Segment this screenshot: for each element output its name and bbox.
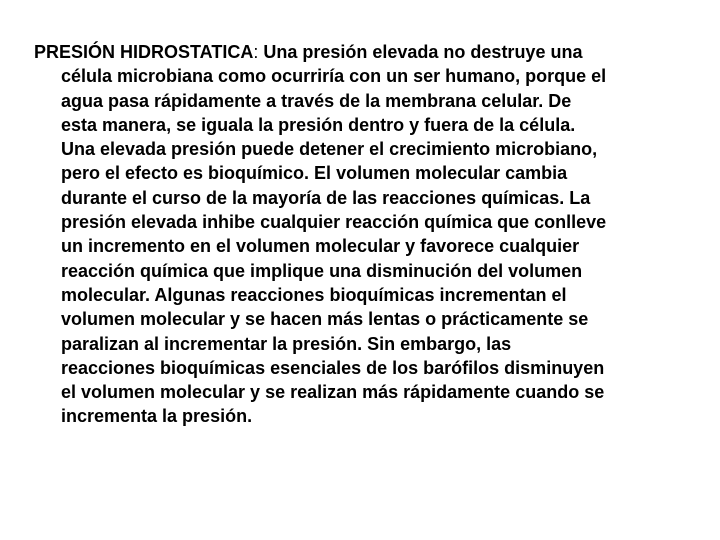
paragraph-line-16: incrementa la presión. — [61, 406, 253, 427]
paragraph-line-1-text: Una presión elevada no destruye una — [258, 42, 583, 62]
paragraph-line-9: un incremento en el volumen molecular y favorece cualquier — [61, 236, 580, 257]
paragraph-line-15: el volumen molecular y se realizan más rápidamente cuando se — [61, 382, 605, 403]
paragraph-line-13: paralizan al incrementar la presión. Sin embargo, las — [61, 333, 512, 354]
paragraph-line-12: volumen molecular y se hacen más lentas o prácticamente se — [61, 309, 589, 330]
paragraph-line-1 — [34, 40, 674, 64]
body-paragraph — [34, 40, 674, 429]
paragraph-line-2: célula microbiana como ocurriría con un ser humano, porque el — [61, 66, 607, 87]
paragraph-line-7: durante el curso de la mayoría de las reacciones químicas. La — [61, 187, 591, 208]
paragraph-line-14: reacciones bioquímicas esenciales de los barófilos disminuyen — [61, 357, 605, 378]
paragraph-line-3: agua pasa rápidamente a través de la membrana celular. De — [61, 90, 572, 111]
paragraph-line-5: Una elevada presión puede detener el crecimiento microbiano, — [61, 139, 598, 160]
heading-separator: : — [253, 42, 259, 62]
paragraph-line-8: presión elevada inhibe cualquier reacción química que conlleve — [61, 212, 607, 233]
paragraph-line-6: pero el efecto es bioquímico. El volumen molecular cambia — [61, 163, 568, 184]
section-heading: PRESIÓN HIDROSTATICA — [34, 42, 254, 62]
paragraph-line-10: reacción química que implique una disminución del volumen — [61, 260, 583, 281]
paragraph-line-11: molecular. Algunas reacciones bioquímicas incrementan el — [61, 284, 567, 305]
paragraph-line-4: esta manera, se iguala la presión dentro y fuera de la célula. — [61, 114, 576, 135]
